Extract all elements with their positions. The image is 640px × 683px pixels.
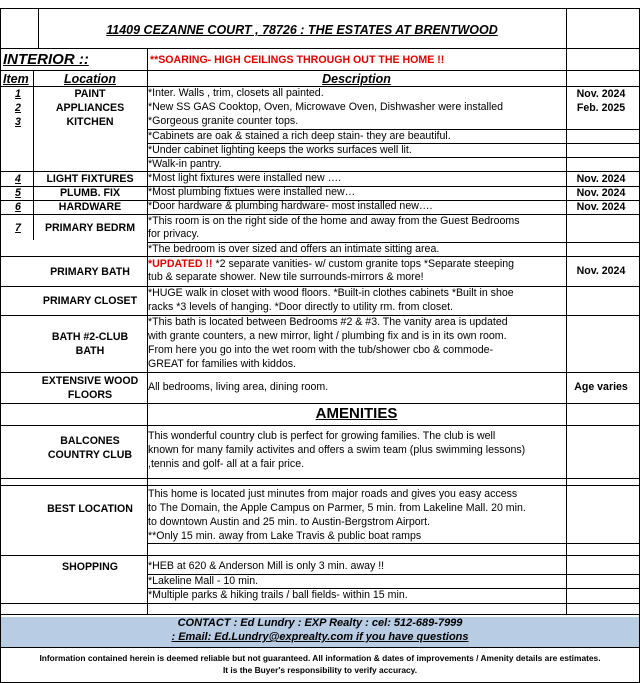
- row-description: GREAT for families with kiddos.: [148, 358, 296, 370]
- row-date: Nov. 2024: [576, 187, 626, 199]
- column-header-description: Description: [322, 72, 391, 86]
- row-description: *Cabinets are oak & stained a rich deep stain- they are beautiful.: [148, 130, 451, 142]
- row-description: *Multiple parks & hiking trails / ball fields- within 15 min.: [148, 589, 408, 601]
- header-divider: [0, 48, 640, 49]
- column-header-location: Location: [63, 72, 117, 86]
- left-border: [0, 8, 1, 683]
- row-description: *Lakeline Mall - 10 min.: [148, 575, 259, 587]
- row-location: EXTENSIVE WOOD: [41, 375, 139, 387]
- row-description: From here you go into the wet room with the tub/shower cbo & commode-: [148, 344, 494, 356]
- row-location: FLOORS: [67, 389, 113, 401]
- contact-divider: [0, 647, 640, 648]
- row-location: BEST LOCATION: [47, 503, 133, 515]
- column-header-item: Item: [3, 72, 29, 86]
- disclaimer-line: It is the Buyer's responsibility to verify accuracy.: [222, 665, 418, 675]
- row-line: [0, 555, 640, 556]
- interior-label: INTERIOR ::: [3, 51, 89, 68]
- row-description: *Inter. Walls , trim, closets all painted.: [148, 87, 324, 99]
- row-line: [0, 603, 640, 604]
- disclaimer-line: Information contained herein is deemed reliable but not guaranteed. All information & dates of improvements / Amenity details are estimates.: [39, 653, 601, 663]
- row-description: for privacy.: [148, 228, 200, 240]
- row-description: known for many family activites and offers a swim team (plus swimming lessons): [148, 444, 526, 456]
- row-date: Nov. 2024: [576, 265, 626, 277]
- row-location: PAINT: [74, 88, 106, 100]
- row-date: Age varies: [574, 381, 628, 393]
- row-date: Feb. 2025: [576, 102, 626, 114]
- row-line: [0, 372, 640, 373]
- header-col-line-2: [566, 8, 567, 48]
- row-item-number: 4: [15, 173, 21, 185]
- row-location: KITCHEN: [66, 116, 114, 128]
- row-description: with grante counters, a new mirror, light / plumbing fix and is in its own room.: [148, 330, 507, 342]
- row-location: BALCONES: [60, 435, 120, 447]
- row-description: *HUGE walk in closet with wood floors. *Built-in clothes cabinets *Built in shoe: [148, 287, 514, 299]
- interior-divider: [0, 70, 640, 71]
- row-location: PLUMB. FIX: [59, 187, 121, 199]
- row-item-number: 7: [15, 222, 21, 234]
- row-description: *This bath is located between Bedrooms #2 & #3. The vanity area is updated: [148, 316, 508, 328]
- row-item-number: 2: [15, 102, 21, 114]
- date-col-line: [566, 48, 567, 614]
- row-item-number: 6: [15, 201, 21, 213]
- row-description: **Only 15 min. away from Lake Travis & public boat ramps: [148, 530, 422, 542]
- row-line: [0, 485, 640, 486]
- row-location: PRIMARY BATH: [50, 266, 130, 278]
- row-location: HARDWARE: [58, 201, 122, 213]
- row-description: to The Domain, the Apple Campus on Parmer, 5 min. from Lakeline Mall. 20 min.: [148, 502, 526, 514]
- row-date: Nov. 2024: [576, 173, 626, 185]
- row-description: tub & separate shower. New tile surrounds-mirrors & more!: [148, 271, 424, 283]
- row-location: COUNTRY CLUB: [47, 449, 133, 461]
- row-description: *New SS GAS Cooktop, Oven, Microwave Oven, Dishwasher were installed: [148, 101, 504, 113]
- row-description: *Door hardware & plumbing hardware- most installed new….: [148, 200, 433, 212]
- row-description: to downtown Austin and 25 min. to Austin-Bergstrom Airport.: [148, 516, 431, 528]
- row-description: *Most light fixtures were installed new ….: [148, 172, 342, 184]
- row-item-number: 5: [15, 187, 21, 199]
- row-description: All bedrooms, living area, dining room.: [148, 381, 329, 393]
- row-item-number: 1: [15, 88, 21, 100]
- row-description: ,tennis and golf- all at a fair price.: [148, 458, 305, 470]
- row-location: APPLIANCES: [55, 102, 125, 114]
- row-item-number: 3: [15, 116, 21, 128]
- row-location: LIGHT FIXTURES: [46, 173, 134, 185]
- row-line: [0, 425, 640, 426]
- row-description: racks *3 levels of hanging. *Door directly to utility rm. from closet.: [148, 301, 453, 313]
- row-location: BATH: [75, 345, 105, 357]
- row-location: BATH #2-CLUB: [51, 331, 129, 343]
- row-description: *Gorgeous granite counter tops.: [148, 115, 299, 127]
- row-description: [148, 258, 514, 272]
- row-description: *Walk-in pantry.: [148, 158, 222, 170]
- row-description: *Most plumbing fixtues were installed new…: [148, 186, 356, 198]
- row-date: Nov. 2024: [576, 88, 626, 100]
- row-location: PRIMARY CLOSET: [42, 295, 138, 307]
- top-border: [0, 8, 640, 9]
- row-date: Nov. 2024: [576, 201, 626, 213]
- row-line: [0, 403, 640, 404]
- row-location: SHOPPING: [62, 561, 118, 573]
- amenities-title: AMENITIES: [315, 405, 398, 422]
- contact-line: CONTACT : Ed Lundry : EXP Realty : cel: 512-689-7999: [177, 617, 463, 629]
- row-description: *This room is on the right side of the home and away from the Guest Bedrooms: [148, 215, 520, 227]
- row-line: [0, 614, 640, 615]
- row-description: *The bedroom is over sized and offers an intimate sitting area.: [148, 243, 440, 255]
- row-description: *HEB at 620 & Anderson Mill is only 3 min. away !!: [148, 560, 385, 572]
- row-description: *Under cabinet lighting keeps the works surfaces well lit.: [148, 144, 412, 156]
- page-title: 11409 CEZANNE COURT , 78726 : THE ESTATES AT BRENTWOOD: [106, 23, 498, 37]
- primary-bath-text: *2 separate vanities- w/ custom granite tops *Separate steeping: [212, 258, 515, 270]
- row-description: This wonderful country club is perfect for growing families. The club is well: [148, 430, 496, 442]
- contact-email-line[interactable]: : Email: Ed.Lundry@exprealty.com if you have questions: [171, 631, 469, 643]
- row-description: This home is located just minutes from major roads and gives you easy access: [148, 488, 518, 500]
- interior-headline: **SOARING- HIGH CEILINGS THROUGH OUT THE HOME !!: [150, 54, 445, 66]
- row-location: PRIMARY BEDRM: [44, 222, 136, 234]
- updated-flag: *UPDATED !!: [148, 258, 213, 270]
- row-line: [0, 478, 640, 479]
